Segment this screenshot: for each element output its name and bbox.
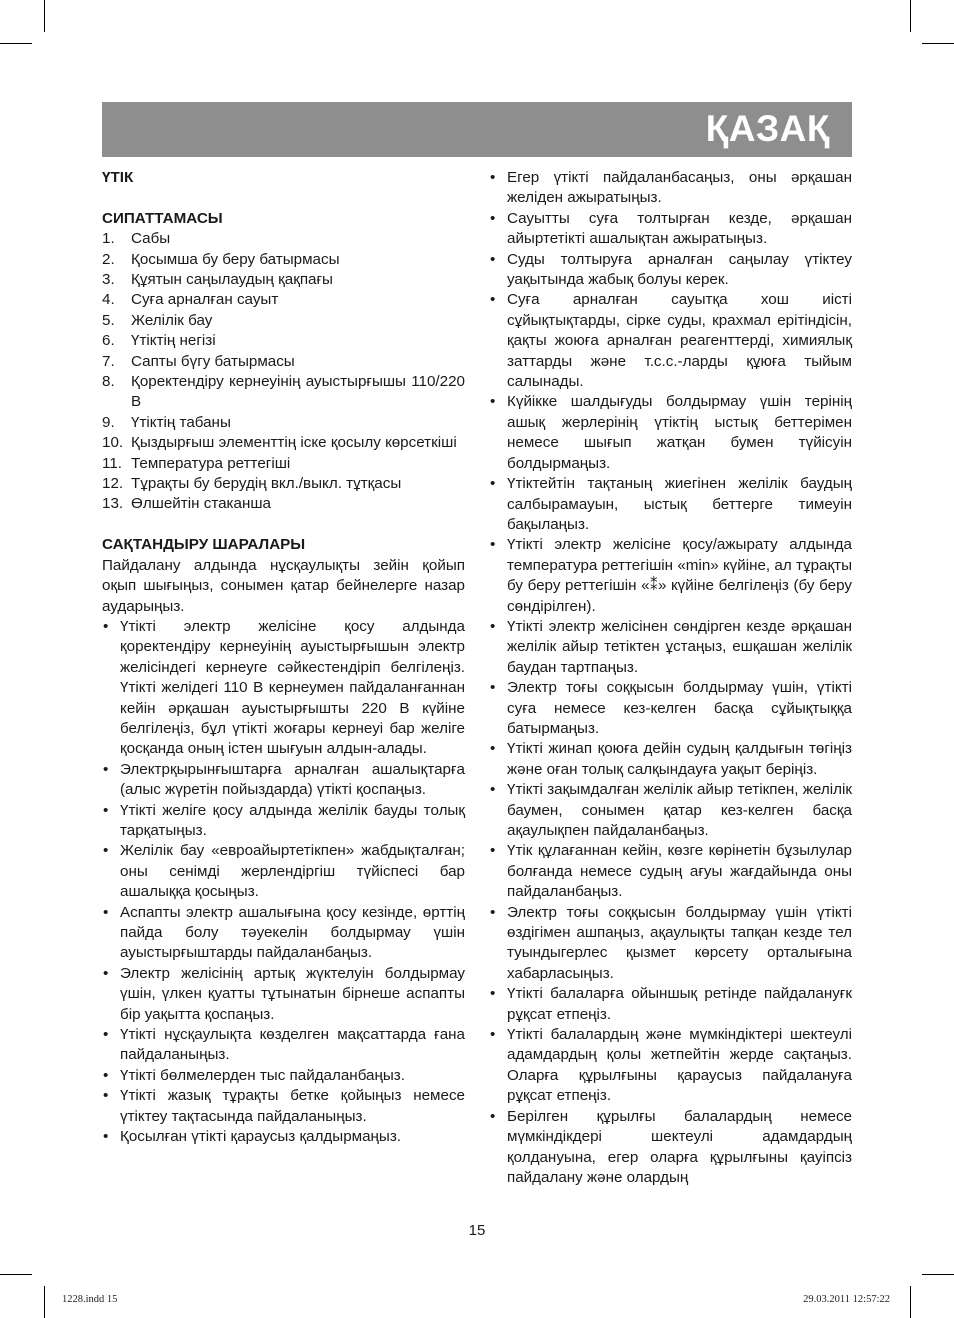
bullet-item: • Желілік бау «евроайыртетікпен» жабдықталған; оны сенімді жерлендіргіш түйіспесі бар ашалыққа қосыңыз. [102, 841, 465, 902]
parts-list-item: 3. Құятын саңылаудың қақпағы [102, 271, 333, 289]
crop-mark [0, 1274, 32, 1275]
left-column [102, 168, 465, 1147]
bullet-item: • Үтіктейтін тақтаның жиегінен желілік баудың салбырамауын, ыстық беттерге тимеуін бақылаңыз. [489, 474, 852, 535]
crop-mark [922, 1274, 954, 1275]
file-slug: 1228.indd 15 [62, 1294, 118, 1305]
bullet-item: • Берілген құрылғы балалардың немесе мүмкіндікдері шектеулі адамдардың қолдануына, егер оларға құрылғыны қауіпсіз пайдалану және олардың [489, 1107, 852, 1189]
page-number: 15 [468, 1222, 486, 1239]
parts-list-item: 5. Желілік бау [102, 311, 213, 329]
bullet-item: • Үтікті балаларға ойыншық ретінде пайдалануғк рұқсат етпеңіз. [489, 984, 852, 1025]
parts-list-item: 7. Сапты бүгу батырмасы [102, 352, 295, 370]
description-heading: СИПАТТАМАСЫ [102, 209, 223, 227]
bullet-item: • Үтікті электр желісіне қосу/ажырату алдында температура реттегішін «min» күйіне, ал тұрақты бу беру реттегішін «⁑» күйіне белгілеңіз (бу беру сөндірілген). [489, 535, 852, 617]
parts-list [102, 229, 465, 515]
bullet-item: • Үтікті нұсқаулықта көзделген мақсаттарда ғана пайдаланыңыз. [102, 1025, 465, 1066]
right-column [489, 168, 852, 1188]
parts-list-item: 2. Қосымша бу беру батырмасы [102, 250, 340, 268]
parts-list-item: 13. Өлшейтін стаканша [102, 495, 271, 513]
safety-heading: САҚТАНДЫРУ ШАРАЛАРЫ [102, 536, 306, 554]
bullet-item: • Электр желісінің артық жүктелуін болдырмау үшін, үлкен қуатты тұтынатын бірнеше аспапты бір уақытта қоспаңыз. [102, 964, 465, 1025]
parts-list-item: 12. Тұрақты бу берудің вкл./выкл. тұтқасы [102, 475, 402, 493]
crop-mark [44, 1286, 45, 1318]
crop-mark [922, 43, 954, 44]
bullet-item: • Электр тоғы соққысын болдырмау үшін, үтікті суға немесе кез-келген басқа сұйықтыққа батырмаңыз. [489, 678, 852, 739]
bullet-item: • Қосылған үтікті қараусыз қалдырмаңыз. [102, 1127, 465, 1147]
parts-list-item: 1. Сабы [102, 230, 171, 248]
bullet-item: • Суды толтыруға арналған саңылау үтіктеу уақытында жабық болуы керек. [489, 250, 852, 291]
crop-mark [910, 1286, 911, 1318]
parts-list-item: 9. Үтіктің табаны [102, 413, 231, 431]
bullet-item: • Үтікті бөлмелерден тыс пайдаланбаңыз. [102, 1066, 465, 1086]
crop-mark [0, 43, 32, 44]
bullet-item: • Үтікті зақымдалған желілік айыр тетікпен, желілік баумен, сонымен қатар кез-келген басқа ақаулықпен пайдаланбаңыз. [489, 780, 852, 841]
bullet-item: • Суға арналған сауытқа хош иісті сұйықтықтарды, сірке суды, крахмал ерітіндісін, қақты жоюға арналған реагенттерді, химиялық заттарды және т.с.с.-ларды құюға тыйым салынады. [489, 290, 852, 392]
bullet-item: • Үтік құлағаннан кейін, көзге көрінетін бұзылулар болғанда немесе судың ағуы жағдайында оны пайдаланбаңыз. [489, 841, 852, 902]
language-title: ҚАЗАҚ [705, 108, 830, 149]
product-heading: ҮТІК [102, 169, 134, 186]
bullet-item: • Сауытты суға толтырған кезде, әрқашан айыртетікті ашалықтан ажыратыңыз. [489, 209, 852, 250]
crop-mark [44, 0, 45, 32]
safety-bullets-right [489, 168, 852, 1188]
parts-list-item: 4. Суға арналған сауыт [102, 291, 279, 309]
bullet-item: • Электрқырынғыштарға арналған ашалықтарға (алыс жүретін пойыздарда) үтікті қоспаңыз. [102, 760, 465, 801]
bullet-item: • Үтікті жинап қоюға дейін судың қалдығын төгіңіз және оған толық салқындауға уақыт беріңіз. [489, 739, 852, 780]
bullet-item: • Үтікті желіге қосу алдында желілік бауды толық тарқатыңыз. [102, 801, 465, 842]
parts-list-item: 11. Температура реттегіші [102, 454, 291, 472]
bullet-item: • Аспапты электр ашалығына қосу кезінде, өрттің пайда болу тәуекелін болдырмау үшін ауыстырғыштарды пайдаланбаңыз. [102, 903, 465, 964]
parts-list-item: 8. Қоректендіру кернеуінің ауыстырғышы 110/220 В [102, 373, 465, 411]
safety-intro: Пайдалану алдында нұсқаулықты зейін қойып оқып шығыңыз, сонымен қатар бейнелерге назар аударыңыз. [102, 556, 465, 615]
bullet-item: • Күйікке шалдығуды болдырмау үшін терінің ашық жерлерінің үтіктің ыстық беттерімен немесе шығып жатқан бумен түйісуін болдырмаңыз. [489, 392, 852, 474]
parts-list-item: 10. Қыздырғыш элементтің іске қосылу көрсеткіші [102, 434, 457, 452]
bullet-item: • Егер үтікті пайдаланбасаңыз, оны әрқашан желіден ажыратыңыз. [489, 168, 852, 209]
bullet-item: • Үтікті электр желісінен сөндірген кезде әрқашан желілік айыр тетіктен ұстаңыз, ешқашан желілік баудан тартпаңыз. [489, 617, 852, 678]
bullet-item: • Үтікті электр желісіне қосу алдында қоректендіру кернеуінің ауыстырғышын электр желісіндегі кернеуге сәйкестендіріп белгілеңіз. Үтікті желідегі 110 В кернеумен пайдаланғаннан кейін әрқашан ауыстырғышты 220 В күйіне белгілеңіз, бұл үтікті жоғары кернеуі бар желіге қосқанда оның істен шығуын алдын-алады. [102, 617, 465, 760]
language-header-band [102, 102, 852, 157]
crop-mark [910, 0, 911, 32]
bullet-item: • Үтікті балалардың және мүмкіндіктері шектеулі адамдардың қолы жетпейтін жерде сақтаңыз. Оларға құрылғыны қараусыз пайдалануға рұқсат етпеңіз. [489, 1025, 852, 1107]
safety-bullets-left [102, 617, 465, 1148]
parts-list-item: 6. Үтіктің негізі [102, 332, 216, 350]
bullet-item: • Электр тоғы соққысын болдырмау үшін үтікті өздігімен ашпаңыз, ақаулықты тапқан кезде тел туындыгерлес қызмет көрсету орталығына хабарласыңыз. [489, 903, 852, 985]
bullet-item: • Үтікті жазық тұрақты бетке қойыңыз немесе үтіктеу тақтасында пайдаланыңыз. [102, 1086, 465, 1127]
date-slug: 29.03.2011 12:57:22 [803, 1294, 890, 1305]
